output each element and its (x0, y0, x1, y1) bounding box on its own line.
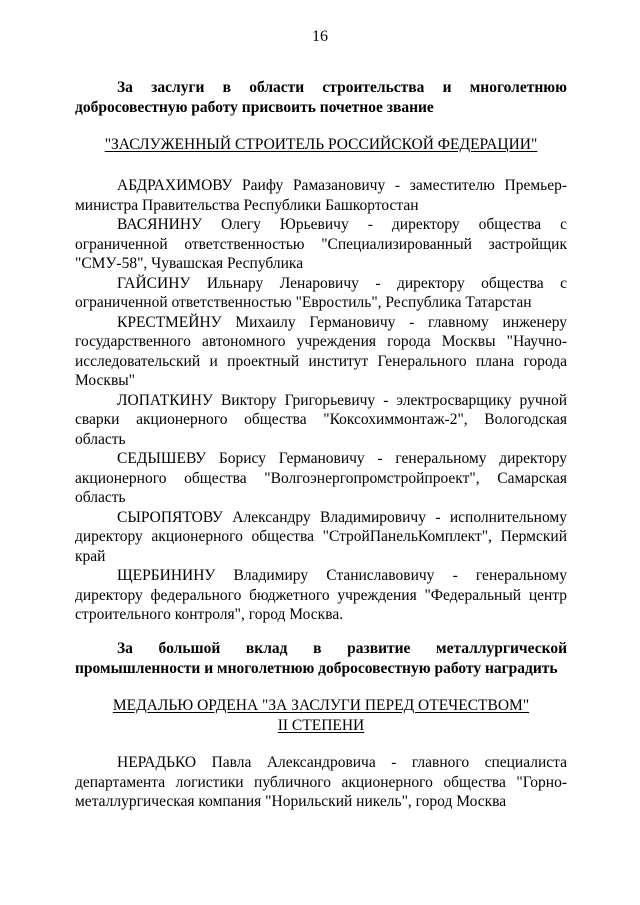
section2-intro (75, 639, 567, 678)
section1-title: "ЗАСЛУЖЕННЫЙ СТРОИТЕЛЬ РОССИЙСКОЙ ФЕДЕРАЦИИ" (104, 136, 538, 153)
section2-intro-line1: За большой вклад в развитие металлургической (117, 640, 567, 657)
section2-title-line1: МЕДАЛЬЮ ОРДЕНА "ЗА ЗАСЛУГИ ПЕРЕД ОТЕЧЕСТВОМ" (112, 697, 530, 714)
section1-intro-line1: За заслуги в области строительства и многолетнюю (117, 79, 567, 96)
award-entry: КРЕСТМЕЙНУ Михаилу Германовичу - главному инженеру государственного автономного учреждения города Москвы "Научно-исследовательский и проектный институт Генерального плана города Москвы" (75, 313, 567, 389)
award-entry: ВАСЯНИНУ Олегу Юрьевичу - директору общества с ограниченной ответственностью "Специализированный застройщик "СМУ-58", Чувашская Республика (75, 216, 567, 272)
award-entry: ЛОПАТКИНУ Виктору Григорьевичу - электросварщику ручной сварки акционерного общества "Коксохиммонтаж-2", Вологодская область (75, 391, 567, 448)
award-entry: ГАЙСИНУ Ильнару Ленаровичу - директору общества с ограниченной ответственностью "Евростиль", Республика Татарстан (75, 274, 567, 311)
award-entry: АБДРАХИМОВУ Раифу Рамазановичу - заместителю Премьер-министра Правительства Республики Башкортостан (75, 177, 567, 214)
award-entry: НЕРАДЬКО Павла Александровича - главного специалиста департамента логистики публичного акционерного общества "Горно-металлургическая компания "Норильский никель", город Москва (75, 754, 567, 810)
section1-intro (75, 78, 567, 117)
page-number: 16 (312, 28, 328, 45)
section1-intro-line2: добросовестную работу присвоить почетное звание (75, 98, 434, 116)
section2-title-line2: II СТЕПЕНИ (277, 716, 365, 734)
section2-title (75, 696, 567, 735)
section2-intro-line2: промышленности и многолетнюю добросовестную работу наградить (75, 659, 558, 677)
award-entry: СЕДЫШЕВУ Борису Германовичу - генеральному директору акционерного общества "Волгоэнергопромстройпроект", Самарская область (75, 450, 567, 506)
section1-entries (75, 176, 567, 625)
section2-entries (75, 753, 567, 812)
award-entry: СЫРОПЯТОВУ Александру Владимировичу - исполнительному директору акционерного общества "СтройПанельКомплект", Пермский край (75, 508, 567, 565)
award-entry: ЩЕРБИНИНУ Владимиру Станиславовичу - генеральному директору федерального бюджетного учреждения "Федеральный центр строительного контроля", город Москва. (75, 567, 567, 623)
